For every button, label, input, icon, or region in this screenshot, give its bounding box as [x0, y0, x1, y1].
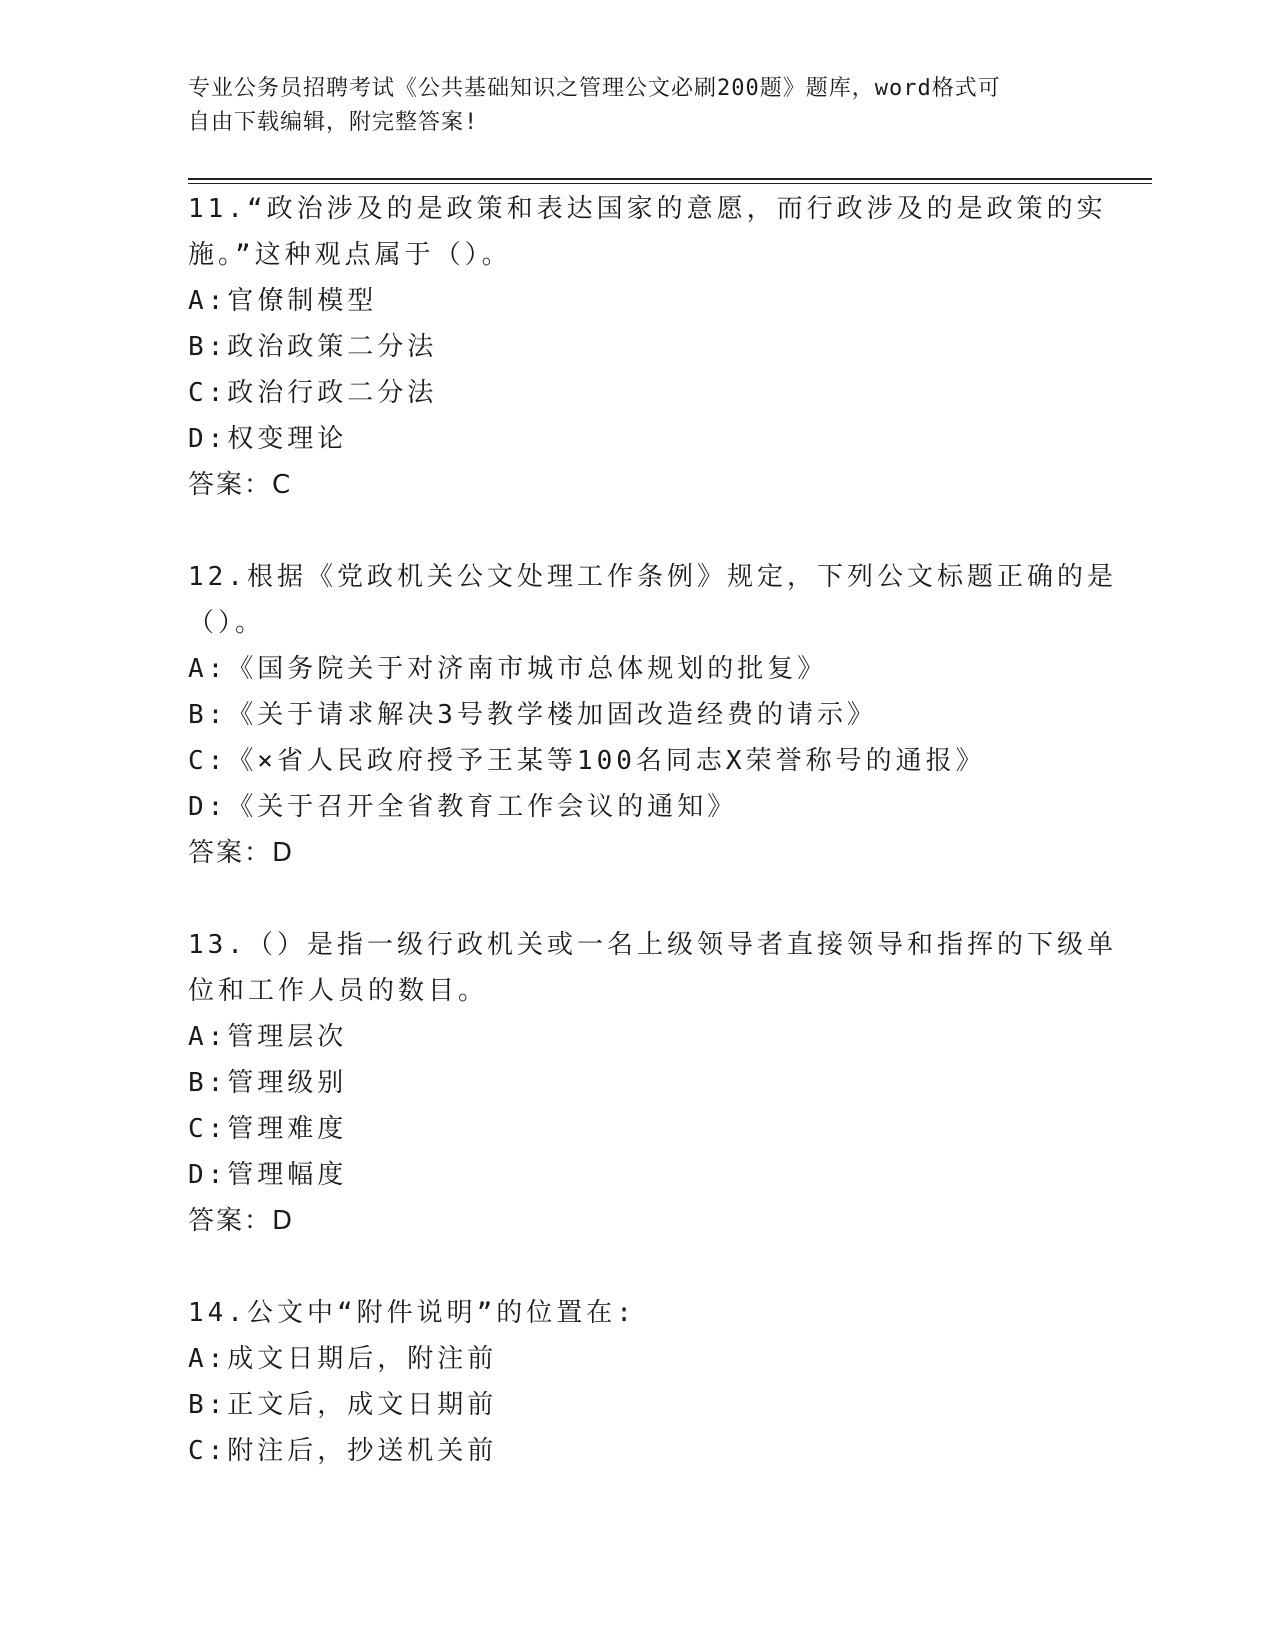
question-stem: 位和工作人员的数目。: [188, 976, 489, 1006]
option-d: D:《关于召开全省教育工作会议的通知》: [188, 792, 738, 822]
question-12: [188, 554, 1117, 876]
header-divider-thin: [188, 183, 1152, 184]
question-stem: 12.根据《党政机关公文处理工作条例》规定，下列公文标题正确的是: [188, 562, 1117, 592]
question-stem: 施。”这种观点属于（）。: [188, 240, 512, 270]
header-divider-thick: [188, 178, 1152, 180]
question-14: [188, 1290, 1108, 1474]
option-c: C:《×省人民政府授予王某等100名同志X荣誉称号的通报》: [188, 746, 986, 776]
option-c: C:管理难度: [188, 1114, 348, 1144]
header-line-1: 专业公务员招聘考试《公共基础知识之管理公文必刷200题》题库，word格式可: [188, 76, 1001, 101]
answer-line: 答案：D: [188, 838, 295, 868]
option-d: D:权变理论: [188, 424, 348, 454]
option-c: C:政治行政二分法: [188, 378, 438, 408]
option-a: A:成文日期后，附注前: [188, 1344, 498, 1374]
question-list: [188, 186, 1117, 1520]
question-stem: 13.（）是指一级行政机关或一名上级领导者直接领导和指挥的下级单: [188, 930, 1117, 960]
question-stem: 14.公文中“附件说明”的位置在:: [188, 1298, 636, 1328]
question-stem: （）。: [188, 608, 266, 638]
question-stem: 11.“政治涉及的是政策和表达国家的意愿，而行政涉及的是政策的实: [188, 194, 1107, 224]
question-13: [188, 922, 1117, 1244]
option-b: B:政治政策二分法: [188, 332, 438, 362]
option-b: B:《关于请求解决3号教学楼加固改造经费的请示》: [188, 700, 877, 730]
answer-line: 答案：C: [188, 470, 293, 500]
option-a: A:《国务院关于对济南市城市总体规划的批复》: [188, 654, 828, 684]
option-a: A:官僚制模型: [188, 286, 378, 316]
option-b: B:管理级别: [188, 1068, 348, 1098]
document-header: [188, 72, 1088, 140]
question-11: [188, 186, 1108, 508]
option-d: D:管理幅度: [188, 1160, 348, 1190]
answer-line: 答案：D: [188, 1206, 295, 1236]
option-a: A:管理层次: [188, 1022, 348, 1052]
option-c: C:附注后，抄送机关前: [188, 1436, 498, 1466]
header-line-2: 自由下载编辑，附完整答案!: [188, 110, 479, 135]
option-b: B:正文后，成文日期前: [188, 1390, 498, 1420]
